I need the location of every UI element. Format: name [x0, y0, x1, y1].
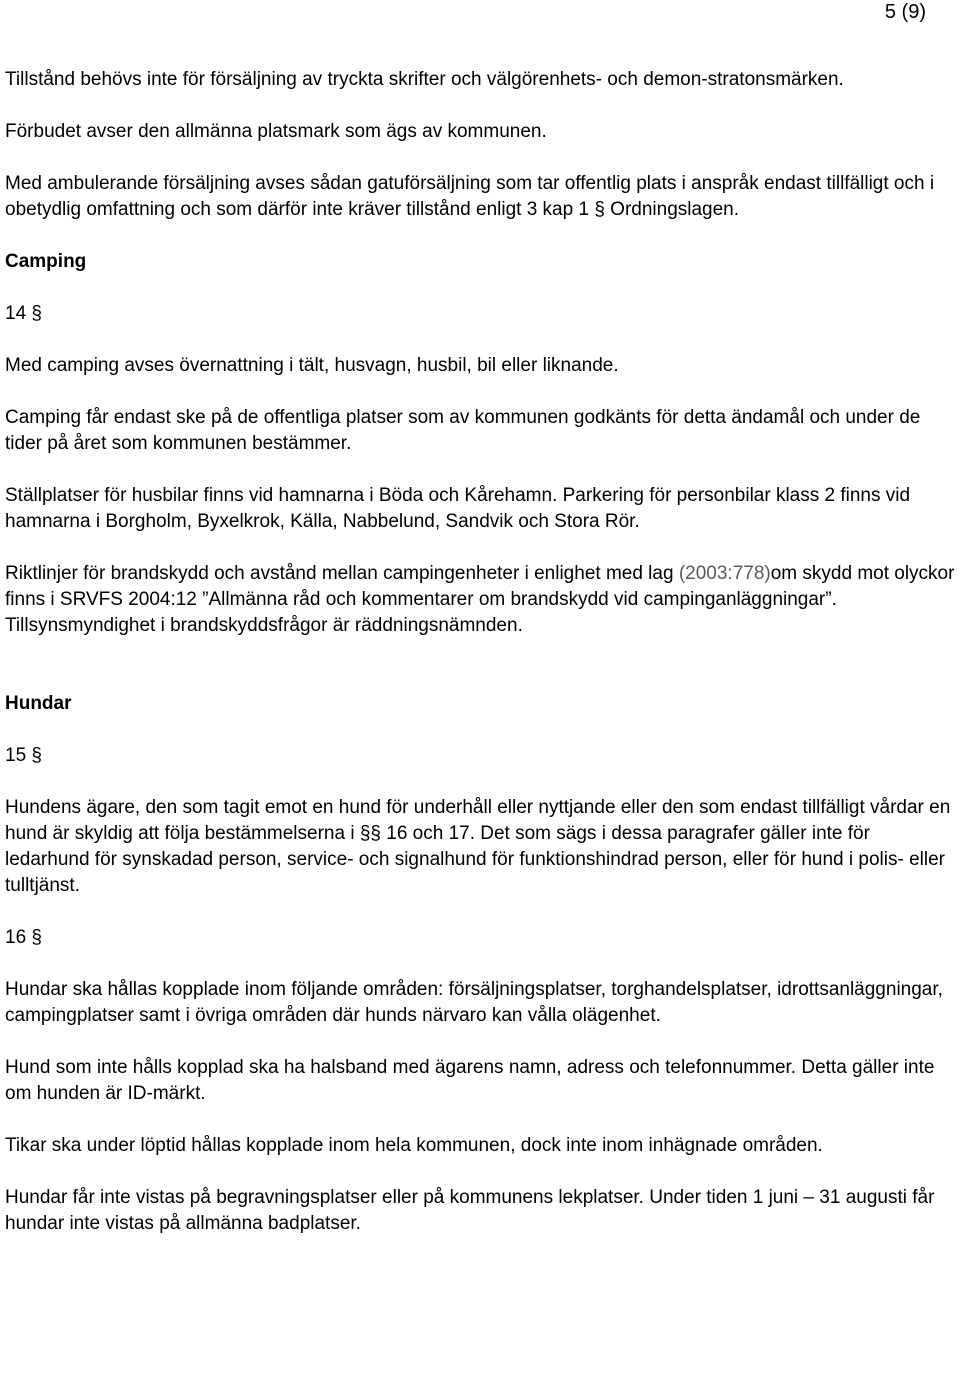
paragraph-females-in-heat: Tikar ska under löptid hållas kopplade inom hela kommunen, dock inte inom inhägnade områden. [5, 1135, 823, 1156]
page-number: 5 (9) [884, 1, 926, 23]
section-14: 14 § [5, 303, 42, 324]
fire-safety-text-end: om skydd mot olyckor finns i SRVFS 2004:12 ”Allmänna råd och kommentarer om brandskydd vid campinganläggningar”. Tillsynsmyndighet i brandskyddsfrågor är räddningsnämnden. [5, 563, 955, 636]
paragraph-ambulatory-sales: Med ambulerande försäljning avses sådan gatuförsäljning som tar offentlig plats i anspråk endast tillfälligt och i obetydlig omfattning och som därför inte kräver tillstånd enligt 3 kap 1 § Ordningslagen. [5, 173, 935, 220]
section-15: 15 § [5, 745, 42, 766]
paragraph-camping-places: Camping får endast ske på de offentliga platser som av kommunen godkänts för detta ändamål och under de tider på året som kommunen bestämmer. [5, 407, 921, 454]
fire-safety-text-start: Riktlinjer för brandskydd och avstånd mellan campingenheter i enlighet med lag [5, 563, 679, 584]
law-reference-link[interactable]: (2003:778) [678, 563, 771, 584]
document-body [5, 67, 957, 1263]
heading-camping: Camping [5, 251, 87, 272]
heading-hundar: Hundar [5, 693, 72, 714]
paragraph-prohibited-places: Hundar får inte vistas på begravningsplatser eller på kommunens lekplatser. Under tiden 1 juni – 31 augusti får hundar inte vistas på allmänna badplatser. [5, 1187, 935, 1234]
paragraph-dog-owner: Hundens ägare, den som tagit emot en hund för underhåll eller nyttjande eller den som endast tillfälligt vårdar en hund är skyldig att följa bestämmelserna i §§ 16 och 17. Det som sägs i dessa paragrafer gäller inte för ledarhund för synskadad person, service- och signalhund för funktionshindrad person, eller för hund i polis- eller tulltjänst. [5, 797, 951, 896]
section-16: 16 § [5, 927, 42, 948]
paragraph-motorhome-sites: Ställplatser för husbilar finns vid hamnarna i Böda och Kårehamn. Parkering för personbilar klass 2 finns vid hamnarna i Borgholm, Byxelkrok, Källa, Nabbelund, Sandvik och Stora Rör. [5, 485, 911, 532]
paragraph-permit-exemption: Tillstånd behövs inte för försäljning av tryckta skrifter och välgörenhets- och demon-stratonsmärken. [5, 69, 844, 90]
paragraph-camping-definition: Med camping avses övernattning i tält, husvagn, husbil, bil eller liknande. [5, 355, 619, 376]
paragraph-leash-areas: Hundar ska hållas kopplade inom följande områden: försäljningsplatser, torghandelsplatser, idrottsanläggningar, campingplatser samt i övriga områden där hunds närvaro kan vålla olägenhet. [5, 979, 943, 1026]
paragraph-fire-safety [5, 561, 957, 639]
paragraph-collar: Hund som inte hålls kopplad ska ha halsband med ägarens namn, adress och telefonnummer. Detta gäller inte om hunden är ID-märkt. [5, 1057, 935, 1104]
paragraph-ban-scope: Förbudet avser den allmänna platsmark som ägs av kommunen. [5, 121, 547, 142]
